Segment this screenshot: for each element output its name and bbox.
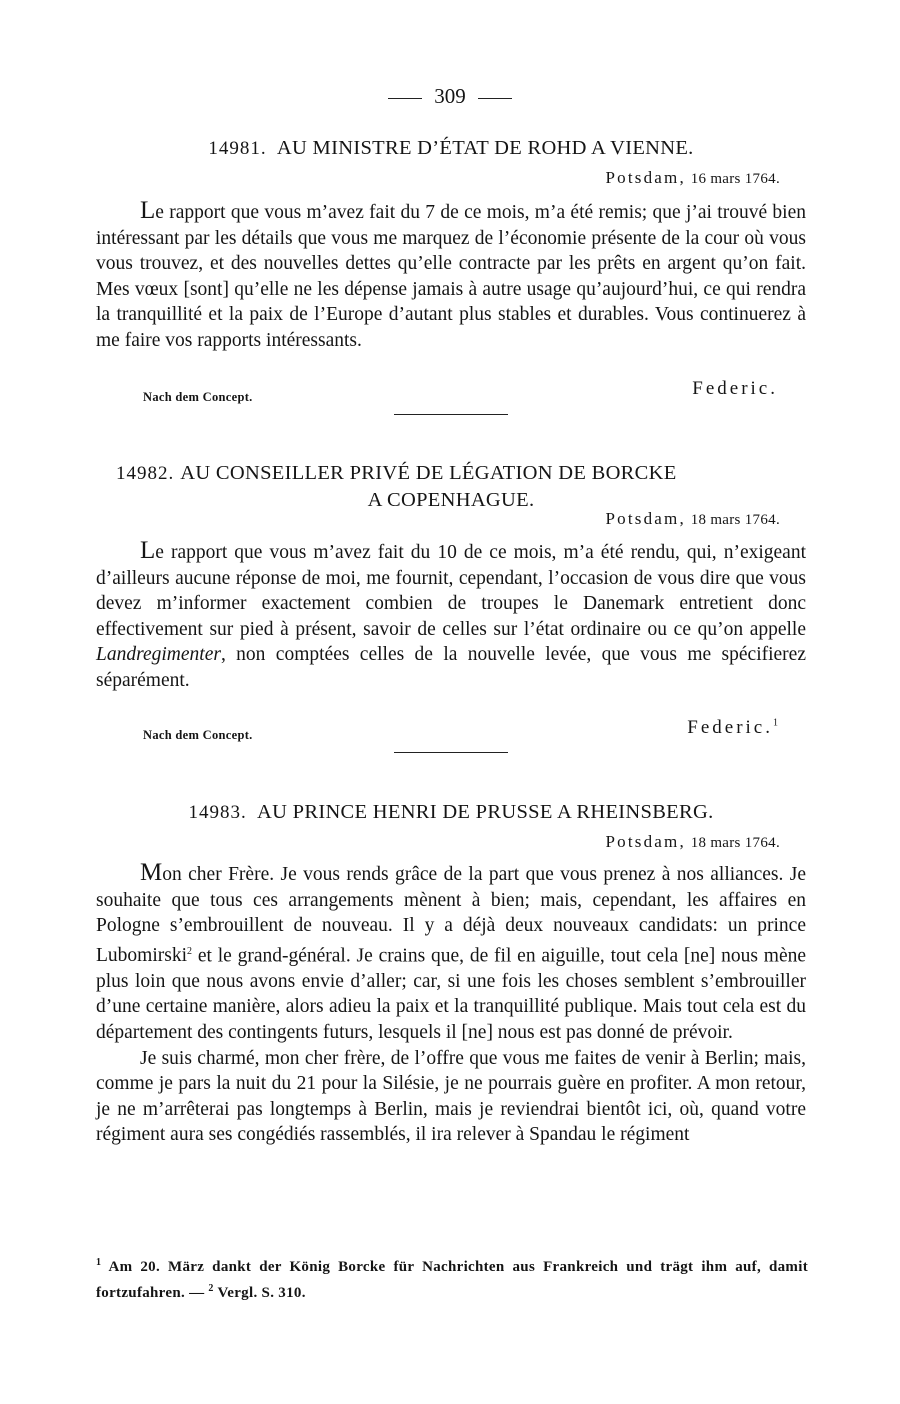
page-number: 309 [434,84,466,108]
paragraph: Le rapport que vous m’avez fait du 7 de ce mois, m’a été remis; que j’ai trouvé bien intéressant par les détails que vous me marquez de l’économie présente de la cour où vous vous trouvez, et des nouvelles dettes qu’elle contracte par les prêts en argent qu’on fait. Mes vœux [sont] qu’elle ne les dépense jamais à autre usage qu’aujourd’hui, ce qui rendra la tranquillité et la paix de l’Europe d’autant plus stables et durables. Vous continuerez à me faire vos rapports intéressants. [96,197,806,351]
footnote-mark: 2 [208,1283,214,1294]
letter-title-line2: A COPENHAGUE. [367,489,535,511]
source-note: Nach dem Concept. [143,728,253,742]
header-dash-left [388,98,422,99]
footnotes [96,1252,808,1304]
letter-heading-14983 [96,801,806,824]
separator-rule [394,752,508,753]
paragraph-text: Mon cher Frère. Je vous rends grâce de la part que vous prenez à nos alliances. Je souhaite que tous ces arrangements mènent à bien; mais, cependant, les affaires en Pologne s’embrouillent de nouveau. Il y a déjà deux nouveaux candidats: un prince Lubomirski [96,859,806,967]
letter-number: 14981. [208,138,267,159]
letter-title: AU PRINCE HENRI DE PRUSSE A RHEINSBERG. [257,801,714,823]
dateline-14983 [606,832,780,852]
letter-number: 14983. [188,802,247,823]
dateline-date: 18 mars 1764. [690,512,780,528]
footnote-mark: 1 [773,717,778,729]
page-number-header [0,84,900,109]
footnote-2 [208,1285,305,1301]
separator-rule [394,414,508,415]
paragraph-text: , non comptées celles de la nouvelle levée, que vous me spécifierez séparément. [96,644,806,691]
signature [687,717,778,739]
dateline-place: Potsdam, [605,832,686,851]
letter-title: AU MINISTRE D’ÉTAT DE ROHD A VIENNE. [276,137,694,159]
signature: Federic. [692,378,778,399]
paragraph: Je suis charmé, mon cher frère, de l’offre que vous me faites de venir à Berlin; mais, comme je pars la nuit du 21 pour la Silésie, je ne pourrais guère en profiter. A mon retour, je ne m’arrêterai pas longtemps à Berlin, mais je reviendrai bientôt ici, où, quand votre régiment aura ses congédiés rassemblés, il ira relever à Spandau le régiment [96,1047,806,1146]
paragraph [96,538,806,694]
italic-term: Landregimenter [96,644,221,666]
footnote-text: Am 20. März dankt der König Borcke für Nachrichten aus Frankreich und trägt ihm auf, damit fortzufahren. — [96,1259,808,1301]
footnote-mark: 1 [96,1257,102,1268]
paragraph-text: et le grand-général. Je crains que, de fil en aiguille, tout cela [ne] nous mène plus loin que nous avons envie d’aller; car, si une fois les choses semblent s’embrouiller d’une certaine manière, alors adieu la paix et la tranquillité publique. Mais tout cela est du département des contingents futurs, lesquels il [ne] nous est pas donné de prévoir. [96,945,806,1044]
letter-body-14982 [96,538,806,694]
footnote-mark: 2 [187,945,192,957]
header-dash-right [478,98,512,99]
dateline-date: 18 mars 1764. [690,835,780,851]
dateline-place: Potsdam, [605,509,686,528]
source-note: Nach dem Concept. [143,390,253,404]
letter-title-line1: AU CONSEILLER PRIVÉ DE LÉGATION DE BORCKE [180,462,677,484]
paragraph-text: Le rapport que vous m’avez fait du 10 de ce mois, m’a été rendu, qui, n’exigeant d’ailleurs aucune réponse de moi, me fournit, cependant, l’occasion de vous dire que vous devez m’informer exactement combien de troupes le Danemark entretient donc effectivement sur pied à présent, savoir de celles sur l’état ordinaire ou ce qu’on appelle [96,537,806,640]
letter-body-14981 [96,198,806,354]
dateline-14981 [606,168,780,188]
letter-heading-14982 [96,460,806,513]
dateline-date: 16 mars 1764. [690,171,780,187]
dateline-place: Potsdam, [605,168,686,187]
paragraph [96,860,806,1046]
footnote-text: Vergl. S. 310. [213,1285,306,1301]
signature-text: Federic. [687,717,773,738]
letter-number: 14982. [116,463,175,484]
letter-body-14983 [96,860,806,1148]
letter-heading-14981 [96,137,806,160]
dateline-14982 [606,509,780,529]
footnote-1 [96,1259,808,1301]
